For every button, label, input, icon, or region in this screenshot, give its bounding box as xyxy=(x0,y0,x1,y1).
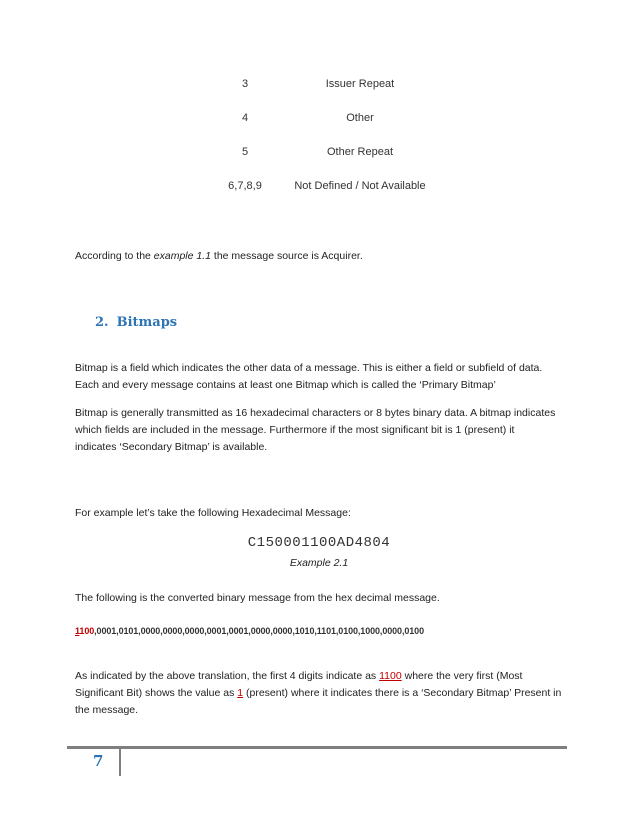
page-number: 7 xyxy=(93,752,104,770)
table-row xyxy=(0,146,638,162)
example-reference: example 1.1 xyxy=(153,250,211,262)
table-desc: Issuer Repeat xyxy=(325,78,395,90)
section-title: Bitmaps xyxy=(116,315,178,330)
bitmap-definition-paragraph: Bitmap is a field which indicates the other data of a message. This is either a field or subfield of data. Each and every message contains at least one Bitmap which is called the ‘Primary Bitmap’ xyxy=(75,362,543,391)
table-code: 5 xyxy=(241,146,249,158)
table-code: 4 xyxy=(241,112,249,124)
example-caption: Example 2.1 xyxy=(289,557,349,569)
footer-rule xyxy=(67,746,567,749)
footer-divider xyxy=(119,748,121,776)
table-desc: Other Repeat xyxy=(326,146,394,158)
binary-intro-paragraph: The following is the converted binary message from the hex decimal message. xyxy=(75,592,440,604)
table-row xyxy=(0,180,638,196)
table-code: 6,7,8,9 xyxy=(228,180,262,192)
section-number: 2. xyxy=(95,315,109,330)
message-source-paragraph: According to the example 1.1 the message source is Acquirer. xyxy=(75,250,363,262)
bitmap-transmission-paragraph: Bitmap is generally transmitted as 16 hexadecimal characters or 8 bytes binary data. A bitmap indicates which fields are included in the message. Furthermore if the most significant bit is 1 (present) it indicates ‘Secondary Bitmap’ is available. xyxy=(75,407,556,453)
binary-remainder: ,0001,0101,0000,0000,0000,0001,0001,0000,0000,1010,1101,0100,1000,0000,0100 xyxy=(94,626,424,636)
binary-message xyxy=(75,626,424,636)
most-significant-bit: 1 xyxy=(75,626,80,636)
highlight-1100: 1100 xyxy=(379,670,402,682)
table-row xyxy=(0,78,638,94)
table-row xyxy=(0,112,638,128)
section-heading xyxy=(95,315,177,330)
example-intro-paragraph: For example let’s take the following Hexadecimal Message: xyxy=(75,507,351,519)
highlight-1: 1 xyxy=(237,687,244,699)
table-desc: Other xyxy=(346,112,374,124)
table-desc: Not Defined / Not Available xyxy=(294,180,426,192)
table-code: 3 xyxy=(241,78,249,90)
first-nibble-rest: 100 xyxy=(79,626,95,636)
hex-message: C150001100AD4804 xyxy=(247,535,391,551)
translation-paragraph: As indicated by the above translation, the first 4 digits indicate as 1100 where the very first (Most Significant Bit) shows the value as 1 (present) where it indicates there is a ‘Secondary Bitmap’ Present in the message. xyxy=(75,670,562,716)
